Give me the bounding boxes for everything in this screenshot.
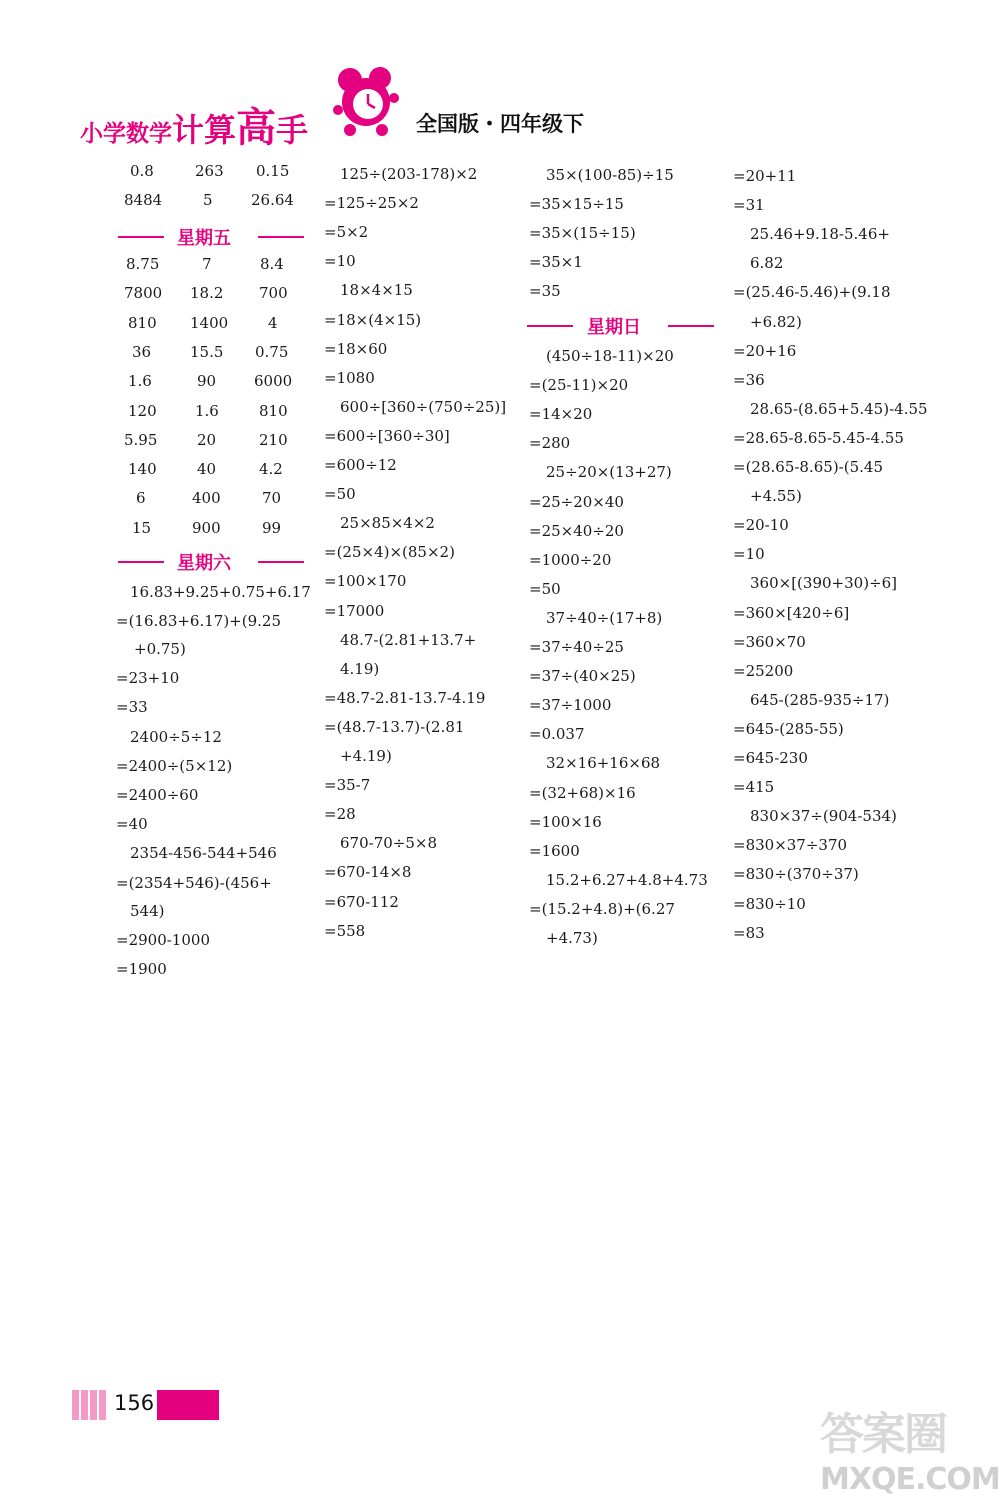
calc-line: 360×[(390+30)÷6] [750, 574, 898, 593]
calc-line: =35×(15÷15) [529, 224, 636, 243]
brand-huge-text: 高 [236, 105, 277, 151]
answer-cell: 1.6 [195, 401, 219, 420]
calc-line: 48.7-(2.81+13.7+ [340, 630, 477, 649]
answer-cell: 99 [262, 518, 282, 537]
calc-line: =14×20 [529, 405, 593, 424]
answer-cell: 8484 [124, 191, 163, 209]
calc-line: =37÷40÷25 [529, 638, 624, 656]
answer-cell: 810 [128, 313, 157, 332]
brand-big-text: 计算 [172, 111, 237, 149]
calc-line: =25÷20×40 [529, 492, 624, 511]
calc-line: =37÷(40×25) [529, 667, 636, 686]
calc-line: =645-230 [733, 749, 808, 767]
calc-line: =48.7-2.81-13.7-4.19 [324, 688, 486, 707]
calc-line: 2400÷5÷12 [130, 728, 222, 746]
calc-line: =23+10 [116, 669, 180, 687]
calc-line: =(25.46-5.46)+(9.18 [733, 283, 891, 302]
calc-line: =100×16 [529, 812, 602, 831]
book-brand-title [80, 96, 308, 153]
answer-cell: 1400 [190, 313, 229, 332]
calc-line: =2400÷(5×12) [116, 757, 233, 775]
calc-line: =(15.2+4.8)+(6.27 [529, 899, 675, 918]
calc-line: =415 [733, 778, 775, 797]
calc-line: =17000 [324, 601, 385, 620]
page-number-bar [157, 1390, 219, 1420]
answer-cell: 90 [197, 372, 217, 391]
answer-cell: 400 [192, 489, 221, 508]
calc-line: =1080 [324, 368, 375, 387]
section-divider [668, 325, 714, 327]
calc-line: 32×16+16×68 [546, 754, 661, 773]
calc-line: +4.19) [340, 747, 392, 765]
calc-line: =2900-1000 [116, 931, 210, 949]
answer-cell: 26.64 [251, 191, 294, 209]
answer-cell: 0.75 [255, 342, 289, 361]
calc-line: 600÷[360÷(750÷25)] [340, 397, 507, 416]
calc-line: 28.65-(8.65+5.45)-4.55 [750, 399, 928, 418]
calc-line: =(2354+546)-(456+ [116, 874, 272, 892]
calc-line: =558 [324, 921, 366, 940]
answer-cell: 7 [202, 255, 212, 273]
section-divider [527, 325, 573, 327]
watermark [820, 1398, 1000, 1497]
calc-line: =35-7 [324, 776, 371, 795]
answer-cell: 810 [259, 401, 288, 420]
calc-line: =1600 [529, 841, 580, 860]
section-divider [258, 561, 304, 563]
calc-line: 2354-456-544+546 [130, 844, 277, 862]
brand-end-text: 手 [276, 111, 309, 149]
answer-cell: 5 [203, 191, 213, 209]
calc-line: +0.75) [134, 640, 186, 658]
calc-line: =(16.83+6.17)+(9.25 [116, 612, 281, 630]
answer-cell: 263 [195, 162, 224, 180]
calc-line: =(25-11)×20 [529, 376, 629, 395]
calc-line: =360×70 [733, 632, 806, 651]
calc-line: =600÷[360÷30] [324, 426, 450, 445]
answer-cell: 4.2 [259, 460, 283, 479]
calc-line: =670-112 [324, 892, 399, 911]
calc-line: =20-10 [733, 516, 789, 535]
answer-cell: 1.6 [128, 372, 152, 391]
calc-line: =(32+68)×16 [529, 783, 636, 802]
answer-cell: 700 [259, 284, 288, 303]
answer-cell: 0.8 [130, 162, 154, 180]
answer-cell: 5.95 [124, 430, 158, 449]
calc-line: =125÷25×2 [324, 194, 419, 213]
calc-line: =50 [324, 485, 356, 504]
calc-line: +6.82) [750, 312, 802, 331]
page-header [0, 0, 1000, 150]
calc-line: 125÷(203-178)×2 [340, 165, 478, 183]
page-number: 156 [114, 1391, 155, 1415]
calc-line: =1000÷20 [529, 550, 612, 569]
answer-cell: 8.75 [126, 255, 160, 273]
section-divider [118, 561, 164, 563]
calc-line: 4.19) [340, 659, 380, 678]
calc-line: 15.2+6.27+4.8+4.73 [546, 870, 708, 889]
calc-line: =(25×4)×(85×2) [324, 543, 455, 562]
watermark-logo: 答案圈 [820, 1409, 946, 1460]
section-divider [258, 236, 304, 238]
calc-line: =670-14×8 [324, 863, 412, 882]
section-title-sunday: 星期日 [587, 317, 641, 338]
calc-line: =1900 [116, 960, 167, 978]
brand-small-text: 小学数学 [80, 121, 172, 147]
calc-line: =830÷10 [733, 894, 806, 913]
calc-line: =35×1 [529, 253, 583, 272]
calc-line: =25200 [733, 661, 794, 680]
calc-line: =5×2 [324, 223, 369, 242]
calc-line: 16.83+9.25+0.75+6.17 [130, 583, 311, 601]
answer-cell: 36 [132, 342, 152, 361]
answer-cell: 8.4 [260, 255, 284, 273]
calc-line: =18×(4×15) [324, 310, 422, 329]
calc-line: =10 [733, 545, 765, 564]
calc-line: 830×37÷(904-534) [750, 807, 897, 826]
calc-line: =36 [733, 370, 765, 389]
calc-line: =830÷(370÷37) [733, 865, 859, 884]
calc-line: =35 [529, 282, 561, 301]
answer-cell: 20 [197, 430, 217, 449]
answer-cell: 7800 [124, 284, 163, 303]
answer-cell: 6000 [254, 372, 293, 391]
calc-line: =28 [324, 805, 356, 824]
section-title-friday: 星期五 [177, 228, 231, 249]
calc-line: (450÷18-11)×20 [546, 347, 674, 365]
calc-line: =0.037 [529, 725, 585, 744]
answer-cell: 210 [259, 430, 288, 449]
calc-line: =(48.7-13.7)-(2.81 [324, 717, 465, 736]
answer-cell: 4 [268, 313, 278, 332]
calc-line: 35×(100-85)÷15 [546, 166, 674, 184]
answer-cell: 140 [128, 460, 157, 479]
calc-line: =25×40÷20 [529, 521, 624, 540]
answer-cell: 900 [192, 518, 221, 537]
calc-line: 670-70÷5×8 [340, 834, 438, 853]
calc-line: =20+11 [733, 167, 797, 185]
answer-cell: 6 [136, 489, 146, 508]
answer-cell: 15.5 [190, 342, 224, 361]
calc-line: =83 [733, 923, 765, 942]
calc-line: =100×170 [324, 572, 407, 591]
calc-line: +4.73) [546, 929, 598, 947]
calc-line: =35×15÷15 [529, 195, 624, 214]
answer-cell: 70 [262, 489, 282, 508]
section-divider [118, 236, 164, 238]
calc-line: =2400÷60 [116, 786, 199, 804]
calc-line: 25÷20×(13+27) [546, 463, 672, 482]
calc-line: =31 [733, 196, 765, 215]
calc-line: =50 [529, 579, 561, 598]
calc-line: 25×85×4×2 [340, 514, 435, 533]
answer-cell: 0.15 [256, 162, 290, 180]
answer-cell: 120 [128, 401, 157, 420]
calc-line: =40 [116, 815, 148, 833]
calc-line: =37÷1000 [529, 696, 612, 715]
calc-line: =28.65-8.65-5.45-4.55 [733, 428, 904, 447]
calc-line: =830×37÷370 [733, 836, 848, 855]
calc-line: 37÷40÷(17+8) [546, 608, 663, 627]
calc-line: 25.46+9.18-5.46+ [750, 225, 890, 244]
calc-line: =(28.65-8.65)-(5.45 [733, 458, 883, 476]
footer-stripes [72, 1390, 106, 1420]
calc-line: 6.82 [750, 254, 784, 273]
calc-line: 645-(285-935÷17) [750, 690, 890, 709]
calc-line: =18×60 [324, 339, 388, 358]
alarm-clock-mascot-icon [328, 62, 408, 142]
calc-line: =20+16 [733, 341, 797, 360]
calc-line: +4.55) [750, 487, 802, 506]
calc-line: =33 [116, 698, 148, 716]
calc-line: =600÷12 [324, 456, 397, 474]
calc-line: =10 [324, 252, 356, 271]
calc-line: =280 [529, 434, 571, 453]
calc-line: =360×[420÷6] [733, 603, 850, 622]
watermark-url: MXQE.COM [820, 1462, 1000, 1497]
answer-cell: 40 [197, 460, 217, 479]
edition-label: 全国版・四年级下 [416, 112, 584, 136]
section-title-saturday: 星期六 [177, 553, 231, 574]
calc-line: 18×4×15 [340, 281, 413, 300]
calc-line: 544) [130, 902, 165, 920]
calc-line: =645-(285-55) [733, 719, 844, 738]
answer-cell: 18.2 [190, 284, 224, 303]
answer-cell: 15 [132, 518, 152, 537]
